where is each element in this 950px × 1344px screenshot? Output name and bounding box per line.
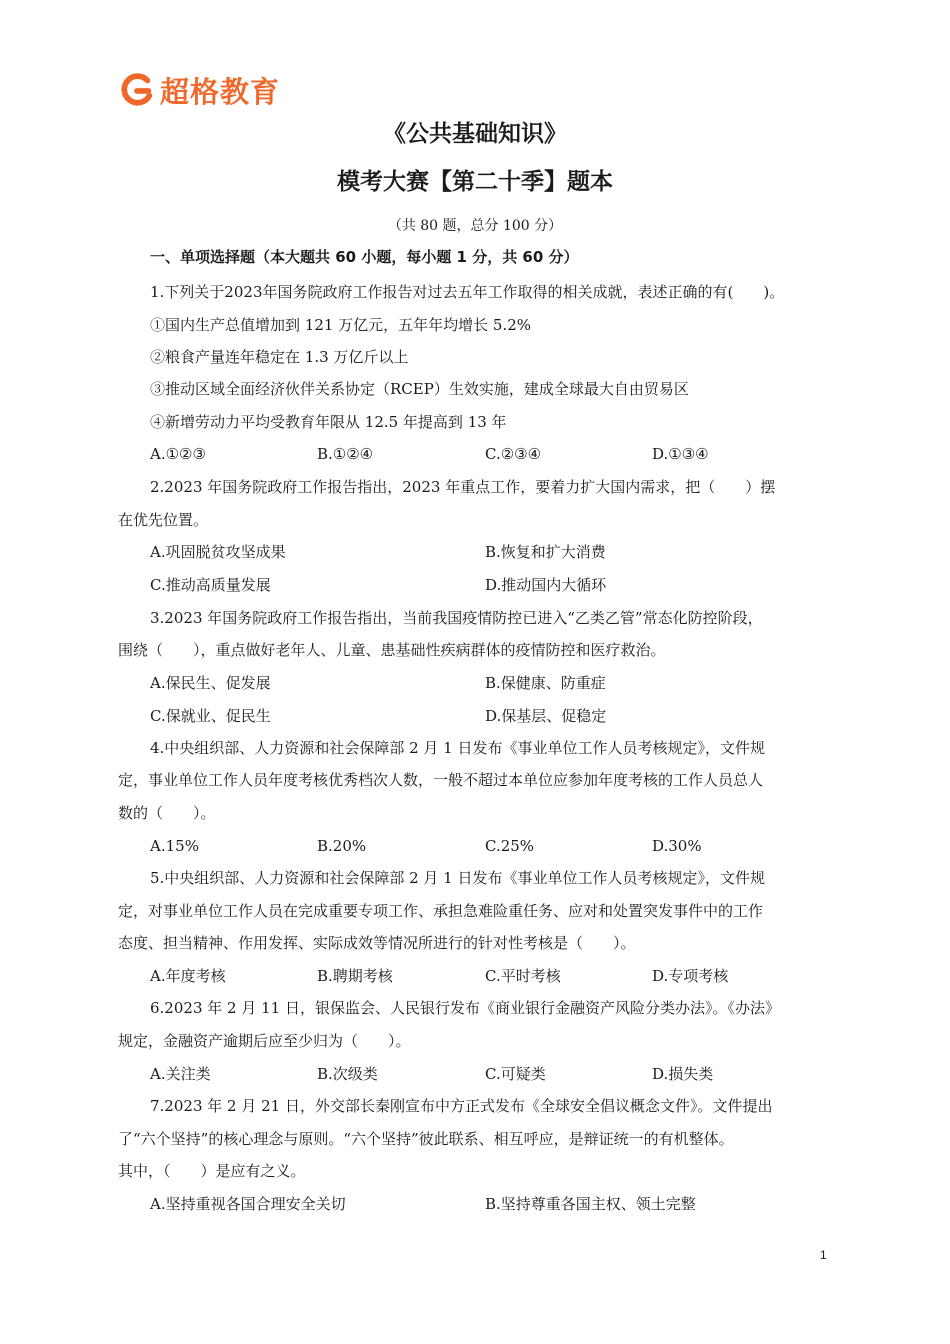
question-6-stem-line1: 6.2023 年 2 月 11 日，银保监会、人民银行发布《商业银行金融资产风险分类办法》。《办法》 <box>150 999 780 1017</box>
q7-option-b: B.坚持尊重各国主权、领土完整 <box>485 1195 696 1213</box>
q1-option-d: D.①③④ <box>652 445 709 463</box>
q3-option-c: C.保就业、促民生 <box>150 707 271 725</box>
q5-option-a: A.年度考核 <box>150 967 226 985</box>
question-4-stem-line1: 4.中央组织部、人力资源和社会保障部 2 月 1 日发布《事业单位工作人员考核规定》，文件规 <box>150 739 765 757</box>
q1-statement-3: ③推动区域全面经济伙伴关系协定（RCEP）生效实施，建成全球最大自由贸易区 <box>150 380 689 398</box>
page-number: 1 <box>820 1248 827 1262</box>
question-7-stem-line3: 其中，（ ）是应有之义。 <box>118 1162 306 1180</box>
q6-option-b: B.次级类 <box>317 1065 378 1083</box>
q6-option-d: D.损失类 <box>652 1065 714 1083</box>
q5-option-b: B.聘期考核 <box>317 967 393 985</box>
question-1-stem: 1.下列关于2023年国务院政府工作报告对过去五年工作取得的相关成就，表述正确的有( )。 <box>150 283 785 301</box>
q2-option-b: B.恢复和扩大消费 <box>485 543 606 561</box>
q4-option-c: C.25% <box>485 837 535 855</box>
q2-option-a: A.巩固脱贫攻坚成果 <box>150 543 286 561</box>
question-4-stem-line3: 数的（ ）。 <box>118 804 216 822</box>
brand-name: 超格教育 <box>160 74 281 109</box>
q1-option-b: B.①②④ <box>317 445 374 463</box>
q1-option-a: A.①②③ <box>150 445 206 463</box>
question-3-stem-line1: 3.2023 年国务院政府工作报告指出，当前我国疫情防控已进入“乙类乙管”常态化防控阶段， <box>150 609 763 627</box>
q5-option-c: C.平时考核 <box>485 967 561 985</box>
q6-option-a: A.关注类 <box>150 1065 211 1083</box>
q1-option-c: C.②③④ <box>485 445 542 463</box>
q4-option-b: B.20% <box>317 837 367 855</box>
q6-option-c: C.可疑类 <box>485 1065 546 1083</box>
question-3-stem-line2: 围绕（ ），重点做好老年人、儿童、患基础性疾病群体的疫情防控和医疗救治。 <box>118 641 666 659</box>
q4-option-d: D.30% <box>652 837 702 855</box>
q1-statement-4: ④新增劳动力平均受教育年限从 12.5 年提高到 13 年 <box>150 413 507 431</box>
question-4-stem-line2: 定，事业单位工作人员年度考核优秀档次人数，一般不超过本单位应参加年度考核的工作人员总人 <box>118 771 764 789</box>
question-5-stem-line2: 定，对事业单位工作人员在完成重要专项工作、承担急难险重任务、应对和处置突发事件中的工作 <box>118 902 764 920</box>
question-7-stem-line2: 了“六个坚持”的核心理念与原则。“六个坚持”彼此联系、相互呼应，是辩证统一的有机整体。 <box>118 1130 734 1148</box>
question-2-stem-line1: 2.2023 年国务院政府工作报告指出，2023 年重点工作，要着力扩大国内需求，把（ ）摆 <box>150 478 776 496</box>
q3-option-d: D.保基层、促稳定 <box>485 707 607 725</box>
document-subtitle-title: 模考大赛【第二十季】题本 <box>337 169 613 195</box>
q5-option-d: D.专项考核 <box>652 967 729 985</box>
logo-mark-icon <box>118 71 156 109</box>
q1-statement-1: ①国内生产总值增加到 121 万亿元，五年年均增长 5.2% <box>150 316 532 334</box>
q3-option-b: B.保健康、防重症 <box>485 674 606 692</box>
question-7-stem-line1: 7.2023 年 2 月 21 日，外交部长秦刚宣布中方正式发布《全球安全倡议概念文件》。文件提出 <box>150 1097 773 1115</box>
document-title: 《公共基础知识》 <box>383 121 567 147</box>
question-6-stem-line2: 规定，金融资产逾期后应至少归为（ ）。 <box>118 1032 411 1050</box>
q3-option-a: A.保民生、促发展 <box>150 674 271 692</box>
question-2-stem-line2: 在优先位置。 <box>118 511 209 529</box>
q4-option-a: A.15% <box>150 837 199 855</box>
q2-option-c: C.推动高质量发展 <box>150 576 271 594</box>
section-heading: 一、单项选择题（本大题共 60 小题，每小题 1 分，共 60 分） <box>150 248 579 266</box>
question-5-stem-line3: 态度、担当精神、作用发挥、实际成效等情况所进行的针对性考核是（ ）。 <box>118 934 636 952</box>
score-summary: （共 80 题，总分 100 分） <box>387 218 563 234</box>
q1-statement-2: ②粮食产量连年稳定在 1.3 万亿斤以上 <box>150 348 409 366</box>
q2-option-d: D.推动国内大循环 <box>485 576 607 594</box>
q7-option-a: A.坚持重视各国合理安全关切 <box>150 1195 346 1213</box>
brand-logo <box>118 70 280 110</box>
question-5-stem-line1: 5.中央组织部、人力资源和社会保障部 2 月 1 日发布《事业单位工作人员考核规定》，文件规 <box>150 869 765 887</box>
